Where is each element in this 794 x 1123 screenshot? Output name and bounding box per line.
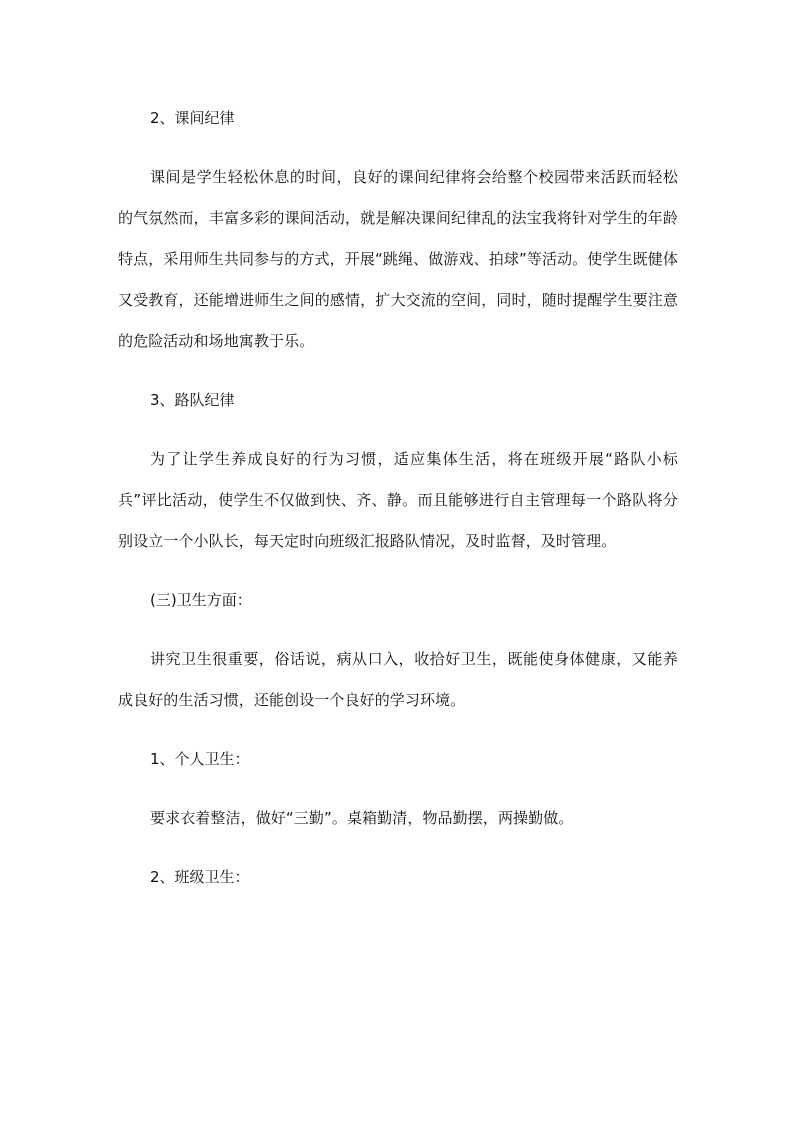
paragraph-hygiene: 讲究卫生很重要，俗话说，病从口入，收拾好卫生，既能使身体健康，又能养成良好的生活习惯，还能创设一个良好的学习环境。 bbox=[118, 650, 678, 709]
spacer bbox=[118, 621, 678, 639]
heading-class-hygiene: 2、班级卫生： bbox=[150, 868, 250, 886]
heading-personal-hygiene: 1、个人卫生： bbox=[150, 750, 250, 768]
spacer bbox=[118, 139, 678, 157]
heading-hygiene: (三)卫生方面： bbox=[150, 591, 252, 609]
spacer bbox=[118, 839, 678, 857]
paragraph-queue-discipline: 为了让学生养成良好的行为习惯，适应集体生活，将在班级开展“路队小标兵”评比活动，使学生不仅做到快、齐、静。而且能够进行自主管理每一个路队将分别设立一个小队长，每天定时向班级汇报路队情况，及时监督，及时管理。 bbox=[118, 450, 678, 550]
paragraph-break-discipline: 课间是学生轻松休息的时间，良好的课间纪律将会给整个校园带来活跃而轻松的气氛然而，丰富多彩的课间活动，就是解决课间纪律乱的法宝我将针对学生的年龄特点，采用师生共同参与的方式，开展“跳绳、做游戏、拍球”等活动。使学生既健体又受教育，还能增进师生之间的感情，扩大交流的空间，同时，随时提醒学生要注意的危险活动和场地寓教于乐。 bbox=[118, 168, 678, 350]
spacer bbox=[118, 362, 678, 380]
heading-queue-discipline: 3、路队纪律 bbox=[150, 391, 235, 409]
spacer bbox=[118, 780, 678, 798]
spacer bbox=[118, 721, 678, 739]
spacer bbox=[118, 562, 678, 580]
heading-break-discipline: 2、课间纪律 bbox=[150, 109, 235, 127]
paragraph-personal-hygiene: 要求衣着整洁，做好“三勤”。桌箱勤清，物品勤摆，两操勤做。 bbox=[150, 809, 574, 827]
document-body bbox=[118, 98, 678, 898]
spacer bbox=[118, 421, 678, 439]
